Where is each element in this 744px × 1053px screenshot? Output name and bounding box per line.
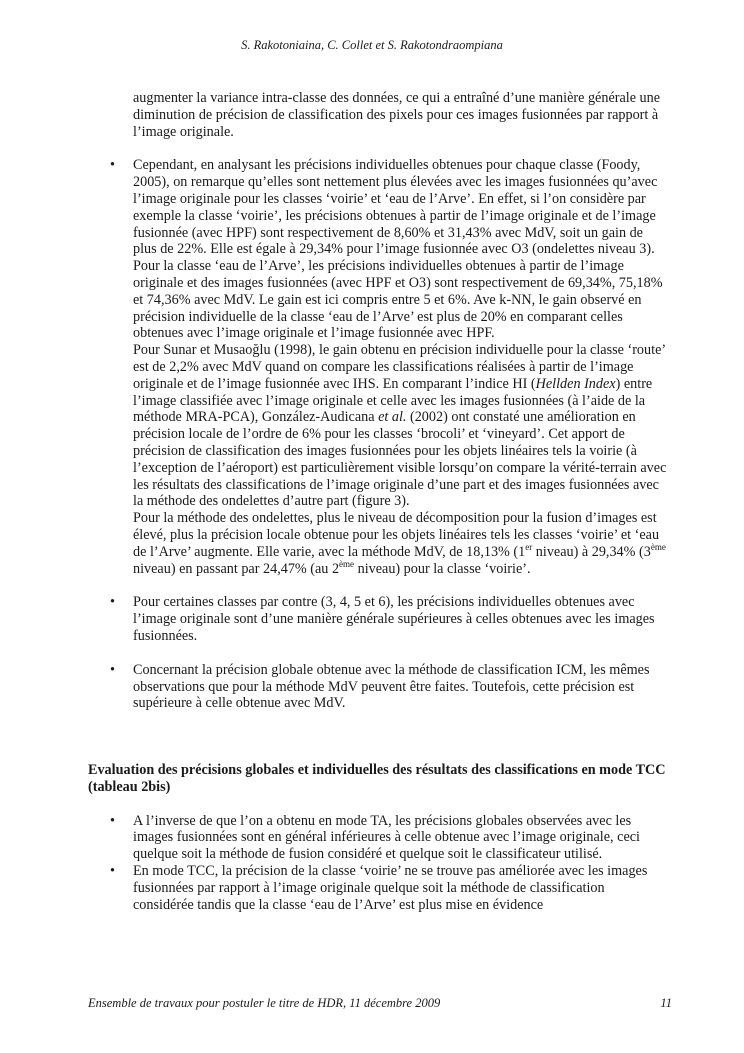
bullet-icon: • bbox=[110, 863, 115, 880]
paragraph-tcc-voirie: En mode TCC, la précision de la classe ‘voirie’ ne se trouve pas améliorée avec les images fusionnées par rapport à l’image originale quelque soit la méthode de classification considérée tandis que la classe ‘eau de l’Arve’ est plus mise en évidence bbox=[133, 863, 648, 913]
et-al-term: et al. bbox=[378, 409, 407, 426]
list-item bbox=[88, 813, 668, 863]
bullet-list-tcc bbox=[88, 813, 668, 914]
list-item bbox=[88, 594, 668, 644]
page-footer bbox=[88, 996, 672, 1011]
bullet-icon: • bbox=[110, 661, 115, 678]
footer-text: Ensemble de travaux pour postuler le titre de HDR, 11 décembre 2009 bbox=[88, 996, 441, 1010]
paragraph-classes: Pour certaines classes par contre (3, 4, 5 et 6), les précisions individuelles obtenues avec l’image originale sont d’une manière générale supérieures à celles obtenues avec les images fusionnées. bbox=[133, 594, 655, 644]
list-item bbox=[88, 157, 668, 577]
paragraph-sunar: Pour Sunar et Musaoğlu (1998), le gain obtenu en précision individuelle pour la classe ‘route’ est de 2,2% avec MdV quand on compare les classifications réalisées à partir de l’image originale et de l’image fusionnée avec IHS. En comparant l’indice HI (Hellden Index) entre l’image classifiée avec l’image originale et celle avec les images fusionnées (à l’aide de la méthode MRA-PCA), González-Audicana et al. (2002) ont constaté une amélioration en précision locale de l’ordre de 6% pour les classes ‘brocoli’ et ‘vineyard’. Cet apport de précision de classification des images fusionnées pour les objets linéaires tels la voirie (à l’exception de l’aéroport) est particulièrement visible lorsqu’on compare la vérité-terrain avec les résultats des classifications de l’image originale d’une part et des images fusionnées avec la méthode des ondelettes d’autre part (figure 3). bbox=[133, 342, 667, 510]
running-header: S. Rakotoniaina, C. Collet et S. Rakotondraompiana bbox=[241, 38, 503, 52]
continued-paragraph: augmenter la variance intra-classe des données, ce qui a entraîné d’une manière générale une diminution de précision de classification des pixels pour ces images fusionnées par rapport à l’image originale. bbox=[133, 90, 661, 140]
paragraph-tcc-global: A l’inverse de que l’on a obtenu en mode TA, les précisions globales observées avec les images fusionnées sont en général inférieures à celle obtenue avec l’image originale, ceci quelque soit la méthode de fusion considéré et quelque soit le classificateur utilisé. bbox=[133, 812, 640, 863]
page-number: 11 bbox=[660, 996, 672, 1010]
section-heading: Evaluation des précisions globales et individuelles des résultats des classifications en mode TCC (tableau 2bis) bbox=[88, 762, 666, 795]
list-item bbox=[88, 863, 668, 913]
hellden-index-term: Hellden Index bbox=[535, 375, 616, 392]
bullet-icon: • bbox=[110, 812, 115, 829]
paragraph-foody: Cependant, en analysant les précisions individuelles obtenues pour chaque classe (Foody, 2005), on remarque qu’elles sont nettement plus élevées avec les images fusionnées qu’avec l’image originale pour les classes ‘voirie’ et ‘eau de l’Arve’. En effet, si l’on considère par exemple la classe ‘voirie’, les précisions obtenues à partir de l’image originale et de l’image fusionnée (avec HPF) sont respectivement de 8,60% et 31,43% avec MdV, soit un gain de plus de 22%. Elle est égale à 29,34% pour l’image fusionnée avec O3 (ondelettes niveau 3). Pour la classe ‘eau de l’Arve’, les précisions individuelles obtenues à partir de l’image originale et des images fusionnées (avec HPF et O3) sont respectivement de 69,34%, 75,18% et 74,36% avec MdV. Le gain est ici compris entre 5 et 6%. Ave k-NN, le gain observé en précision individuelle de la classe ‘eau de l’Arve’ est plus de 20% en comparant celles obtenues avec l’image originale et l’image fusionnée avec HPF. bbox=[133, 157, 663, 342]
list-item bbox=[88, 662, 668, 712]
bullet-list-ta bbox=[88, 157, 668, 712]
bullet-icon: • bbox=[110, 594, 115, 611]
paragraph-icm: Concernant la précision globale obtenue avec la méthode de classification ICM, les mêmes observations que pour la méthode MdV peuvent être faites. Toutefois, cette précision est supérieure à celle obtenue avec MdV. bbox=[133, 661, 650, 712]
page-body bbox=[88, 90, 668, 913]
bullet-icon: • bbox=[110, 157, 115, 174]
paragraph-ondelettes: Pour la méthode des ondelettes, plus le niveau de décomposition pour la fusion d’images est élevé, plus la précision locale obtenue pour les objets linéaires tels les classes ‘voirie’ et ‘eau de l’Arve’ augmente. Elle varie, avec la méthode MdV, de 18,13% (1er niveau) à 29,34% (3ème niveau) en passant par 24,47% (au 2ème niveau) pour la classe ‘voirie’. bbox=[133, 510, 666, 577]
